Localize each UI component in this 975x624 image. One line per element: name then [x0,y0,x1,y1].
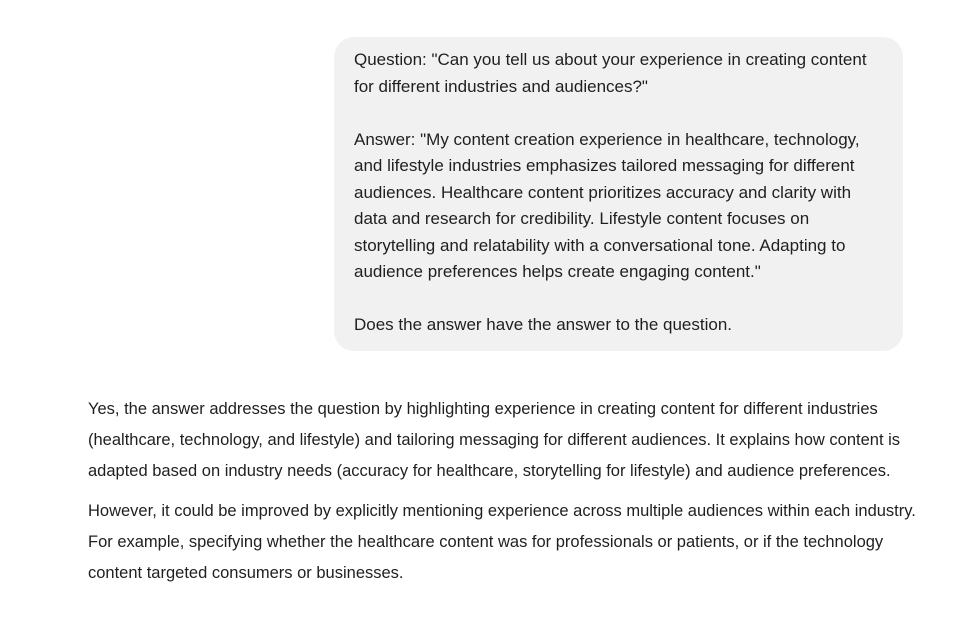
user-answer-text: Answer: "My content creation experience in healthcare, technology, and lifestyle industries emphasizes tailored messaging for different audiences. Healthcare content prioritizes accuracy and clarity with data and research for credibility. Lifestyle content focuses on storytelling and relatability with a conversational tone. Adapting to audience preferences helps create engaging content." [354,129,860,281]
assistant-message [88,394,918,589]
user-question-text: Question: "Can you tell us about your experience in creating content for different industries and audiences?" [354,50,867,96]
assistant-paragraph: Yes, the answer addresses the question by highlighting experience in creating content for different industries (healthcare, technology, and lifestyle) and tailoring messaging for different audiences. It explains how content is adapted based on industry needs (accuracy for healthcare, storytelling for lifestyle) and audience preferences. [88,400,901,480]
user-message-bubble [334,37,903,351]
assistant-paragraph: However, it could be improved by explicitly mentioning experience across multiple audiences within each industry. For example, specifying whether the healthcare content was for professionals or patients, or if the technology content targeted consumers or businesses. [88,502,916,582]
user-prompt-text: Does the answer have the answer to the question. [354,315,733,334]
